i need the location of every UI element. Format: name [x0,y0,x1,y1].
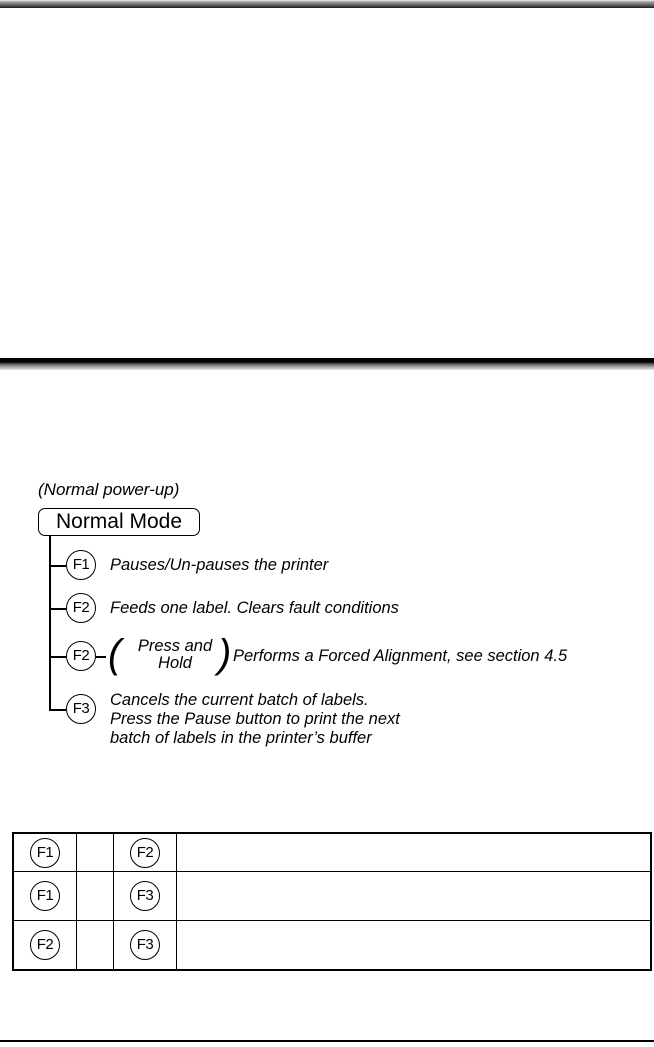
table-cell-plus [77,833,114,872]
table-cell-key1 [13,833,77,872]
tree-branch-f2-feed [49,608,66,610]
footer-rule [0,1040,654,1042]
tree-branch-f3 [49,709,66,711]
tree-branch-f1 [49,565,66,567]
f3-key-icon: F3 [130,930,160,960]
f3-key-icon: F3 [66,694,96,724]
f1-key-icon: F1 [66,550,96,580]
normal-mode-box: Normal Mode [38,508,200,536]
power-up-caption: (Normal power-up) [38,480,180,499]
table-cell-key2 [114,833,177,872]
f1-key-icon: F1 [30,881,60,911]
key-combination-table [12,832,652,971]
hold-connector-line [96,656,106,658]
hold-close-paren: ) [218,632,232,676]
tree-branch-f2-hold [49,656,66,658]
section-divider-rule [0,358,654,370]
f1-description: Pauses/Un-pauses the printer [110,556,329,574]
f3-description-line3: batch of labels in the printer’s buffer [110,729,372,747]
f2-key-icon: F2 [30,930,60,960]
table-cell-plus [77,872,114,921]
f2-key-icon: F2 [66,593,96,623]
tree-trunk-line [49,536,51,710]
table-cell-key1 [13,921,77,971]
table-cell-plus [77,921,114,971]
f2-hold-key-icon: F2 [66,641,96,671]
table-row [13,833,651,872]
top-header-rule [0,0,654,8]
f2-hold-description: Performs a Forced Alignment, see section 4.5 [233,647,568,665]
table-row [13,921,651,971]
table-row [13,872,651,921]
table-cell-key2 [114,872,177,921]
hold-qualifier-line1: Press and [137,637,213,655]
hold-qualifier [130,638,220,672]
table-cell-key1 [13,872,77,921]
f3-description-line1: Cancels the current batch of labels. [110,691,369,709]
f2-key-icon: F2 [130,838,160,868]
f1-key-icon: F1 [30,838,60,868]
table-cell-key2 [114,921,177,971]
f2-description: Feeds one label. Clears fault conditions [110,599,399,617]
hold-open-paren: ( [108,632,122,676]
f3-description-line2: Press the Pause button to print the next [110,710,400,728]
table-cell-action [177,833,652,872]
hold-qualifier-line2: Hold [158,654,192,672]
table-cell-action [177,921,652,971]
f3-key-icon: F3 [130,881,160,911]
table-cell-action [177,872,652,921]
